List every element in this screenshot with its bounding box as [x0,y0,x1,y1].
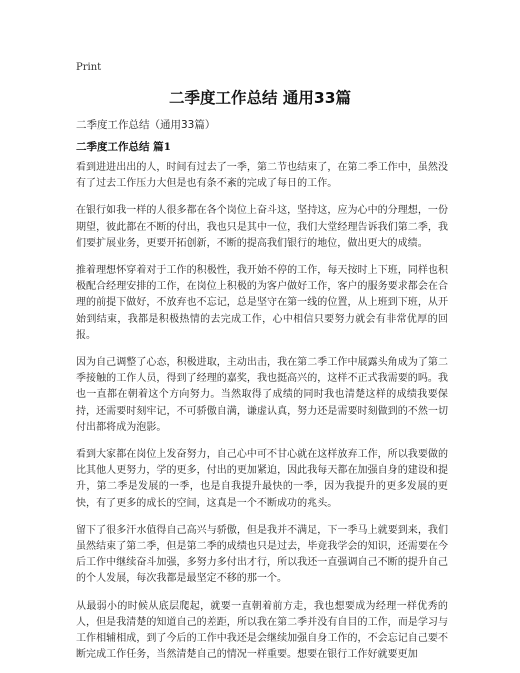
document-body [76,160,448,673]
paragraph-2: 在银行如我一样的人很多都在各个岗位上奋斗这，坚持这，应为心中的分理想，一份期望，彼此都在不断的付出，我也只是其中一位，我们大堂经理告诉我们第二季，我们要扩展业务，更要开拓创新，不断的提高我们银行的地位，做出更大的成绩。 [76,205,448,249]
print-link[interactable]: Print [76,62,102,73]
document-subtitle: 二季度工作总结（通用33篇） [76,119,216,131]
paragraph-7: 从最弱小的时候从底层爬起，就要一直朝着前方走，我也想要成为经理一样优秀的人，但是我清楚的知道自己的差距，所以我在第二季并没有自目的工作，而是学习与工作相辅相成，到了今后的工作中我还是会继续加强自身工作的，不会忘记自己要不断完成工作任务，当然清楚自己的情况一样重要。想要在银行工作好就要更加 [76,600,448,661]
paragraph-6: 留下了很多汗水值得自己高兴与骄傲，但是我并不满足，下一季马上就要到来，我们虽然结束了第二季，但是第二季的成绩也只是过去，毕竟我学会的知识，还需要在今后工作中继续奋斗加强，多努力多付出才行，所以我还一直强调自己不断的提升自己的个人发展，每次我都是最坚定不移的那一个。 [76,524,448,585]
paragraph-3: 推着理想怀穿着对于工作的积极性，我开始不停的工作，每天按时上下班，同样也积极配合经理安排的工作，在岗位上积极的为客户做好工作，客户的服务要求都会在合理的前提下做好，不放弃也不忘记，总是坚守在第一线的位置，从上班到下班，从开始到结束，我都是积极热情的去完成工作，心中相信只要努力就会有非常优厚的回报。 [76,265,448,341]
paragraph-1: 看到进进出出的人，时间有过去了一季，第二节也结束了，在第二季工作中，虽然没有了过去工作压力大但是也有条不紊的完成了每日的工作。 [76,162,448,190]
document-title: 二季度工作总结 通用33篇 [169,89,351,107]
section-heading: 二季度工作总结 篇1 [76,141,171,153]
paragraph-4: 因为自己调整了心态，积极进取，主动出击，我在第二季工作中展露头角成为了第二季接触的工作人员，得到了经理的嘉奖，我也挺高兴的，这样不正式我需要的吗。我也一直都在朝着这个方向努力。当然取得了成绩的同时我也清楚这样的成绩我要保持，还需要时刻牢记，不可骄傲自满，谦虚认真，努力还是需要时刻做到的不然一切付出都将成为泡影。 [76,357,448,433]
paragraph-5: 看到大家都在岗位上发奋努力，自己心中可不甘心就在这样放弃工作，所以我要做的比其他人更努力，学的更多，付出的更加紧迫，因此我每天都在加强自身的建设和提升，第二季是发展的一季，也是自我提升最快的一季，因为我提升的更多发展的更快，有了更多的成长的空间，这真是一个不断成功的兆头。 [76,449,448,509]
